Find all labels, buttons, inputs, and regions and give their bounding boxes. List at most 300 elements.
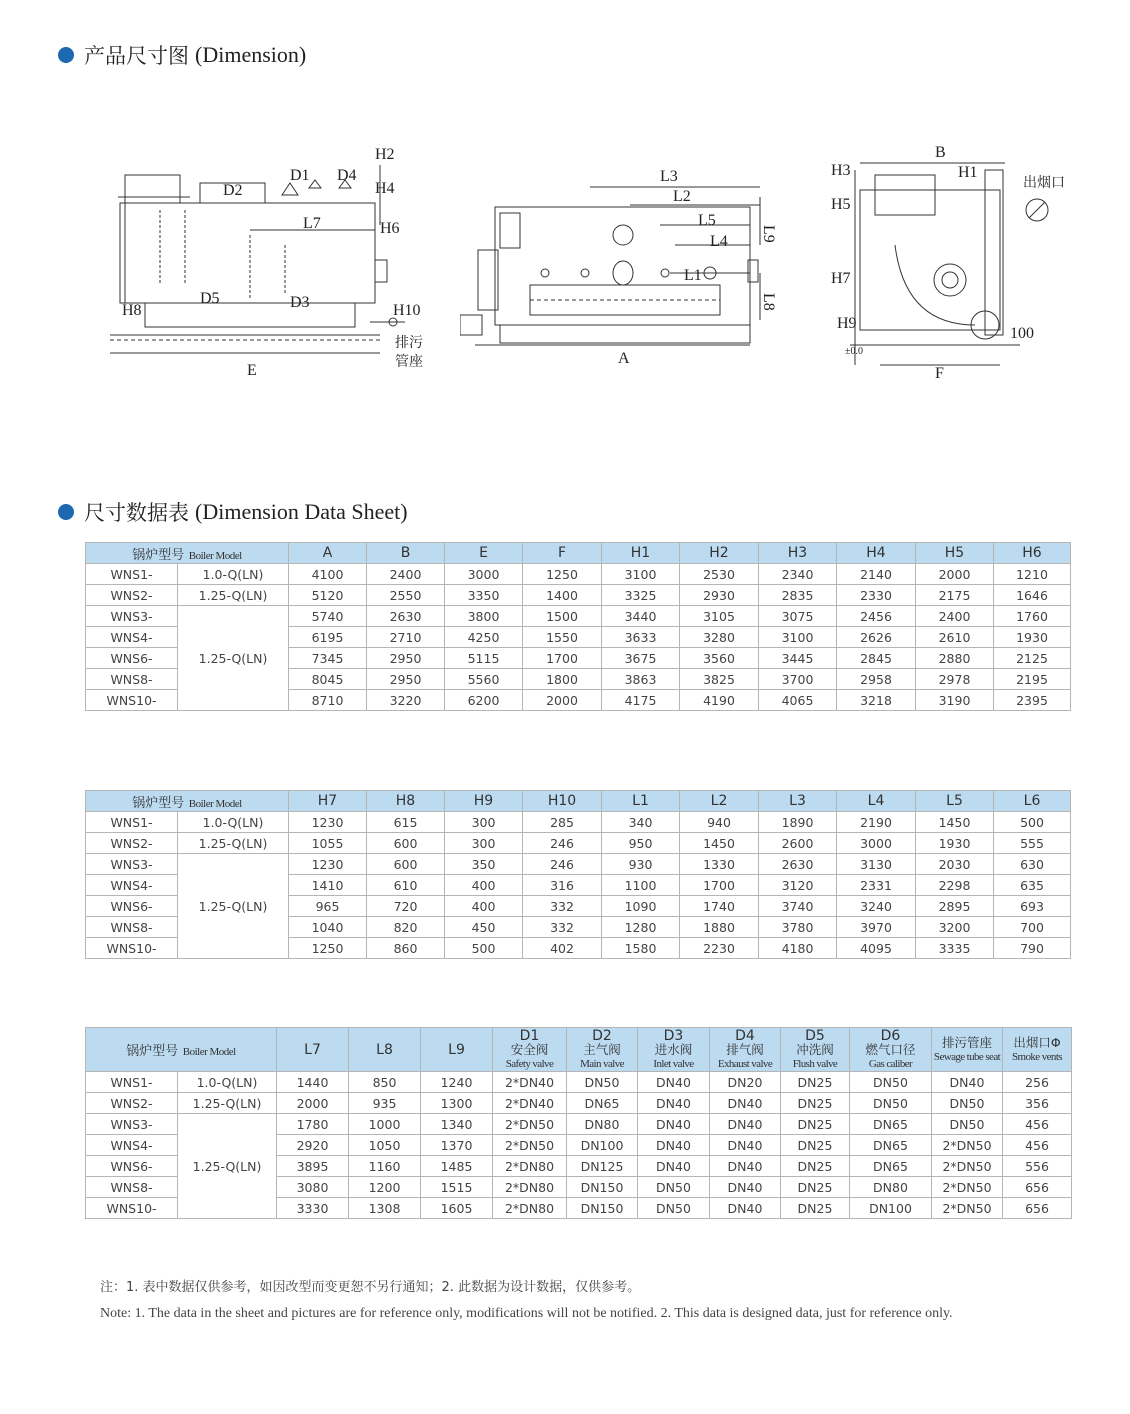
model-cell: WNS6- <box>86 648 178 669</box>
value-cell: 2920 <box>277 1135 349 1156</box>
label-e: E <box>247 362 257 379</box>
value-cell: DN40 <box>710 1198 781 1219</box>
value-cell: 1700 <box>523 648 602 669</box>
value-cell: 2978 <box>916 669 994 690</box>
table-row <box>86 812 1071 833</box>
value-cell: 1930 <box>916 833 994 854</box>
value-cell: 2175 <box>916 585 994 606</box>
col-header: H9 <box>445 791 523 812</box>
value-cell: 1230 <box>289 812 367 833</box>
value-cell: 5560 <box>445 669 523 690</box>
value-cell: 1700 <box>680 875 759 896</box>
value-cell: 1930 <box>994 627 1071 648</box>
value-cell: 316 <box>523 875 602 896</box>
label-smoke-outlet: 出烟口 <box>1023 175 1065 191</box>
value-cell: 3445 <box>759 648 837 669</box>
model-cell: WNS4- <box>86 875 178 896</box>
value-cell: DN65 <box>850 1156 932 1177</box>
value-cell: DN65 <box>850 1114 932 1135</box>
value-cell: 2*DN50 <box>493 1114 567 1135</box>
col-header: L3 <box>759 791 837 812</box>
value-cell: DN40 <box>710 1156 781 1177</box>
model-cell: WNS1- <box>86 812 178 833</box>
col-header: H8 <box>367 791 445 812</box>
model-cell: WNS10- <box>86 1198 178 1219</box>
section-title-cn: 尺寸数据表 <box>84 501 189 525</box>
label-d3: D3 <box>290 294 310 311</box>
value-cell: 4180 <box>759 938 837 959</box>
spec-cell: 1.25-Q(LN) <box>178 1093 277 1114</box>
value-cell: 2298 <box>916 875 994 896</box>
value-cell: 246 <box>523 854 602 875</box>
value-cell: 1400 <box>523 585 602 606</box>
col-header: H10 <box>523 791 602 812</box>
label-h7: H7 <box>831 270 851 287</box>
value-cell: 693 <box>994 896 1071 917</box>
value-cell: 3200 <box>916 917 994 938</box>
value-cell: 2950 <box>367 669 445 690</box>
value-cell: 556 <box>1003 1156 1072 1177</box>
value-cell: DN20 <box>710 1072 781 1093</box>
table-row <box>86 1114 1072 1135</box>
table-row <box>86 1072 1072 1093</box>
model-header: 锅炉型号 Boiler Model <box>86 543 289 564</box>
note-cn: 注：1. 表中数据仅供参考，如因改型而变更恕不另行通知；2. 此数据为设计数据，仅供参考。 <box>100 1280 641 1295</box>
value-cell: 610 <box>367 875 445 896</box>
col-header: A <box>289 543 367 564</box>
model-cell: WNS8- <box>86 1177 178 1198</box>
value-cell: DN50 <box>850 1072 932 1093</box>
col-header-sewage: 排污管座 Sewage tube seat <box>932 1028 1003 1072</box>
value-cell: 2880 <box>916 648 994 669</box>
value-cell: DN40 <box>638 1156 710 1177</box>
bullet-icon <box>58 504 74 520</box>
value-cell: 2400 <box>916 606 994 627</box>
label-100: 100 <box>1010 325 1034 342</box>
label-l3: L3 <box>660 168 678 185</box>
value-cell: 2*DN50 <box>932 1198 1003 1219</box>
col-header-d3: D3 进水阀 Inlet valve <box>638 1028 710 1072</box>
value-cell: 3240 <box>837 896 916 917</box>
label-h1: H1 <box>958 164 978 181</box>
label-l4: L4 <box>710 233 728 250</box>
value-cell: 2835 <box>759 585 837 606</box>
col-header: B <box>367 543 445 564</box>
value-cell: 3560 <box>680 648 759 669</box>
value-cell: 2000 <box>916 564 994 585</box>
model-cell: WNS4- <box>86 1135 178 1156</box>
value-cell: 5115 <box>445 648 523 669</box>
value-cell: 4095 <box>837 938 916 959</box>
label-l7: L7 <box>303 215 321 232</box>
spec-cell: 1.0-Q(LN) <box>178 812 289 833</box>
col-header-d4: D4 排气阀 Exhaust valve <box>710 1028 781 1072</box>
value-cell: DN40 <box>638 1072 710 1093</box>
top-view-drawing <box>460 135 790 385</box>
value-cell: 332 <box>523 896 602 917</box>
value-cell: 450 <box>445 917 523 938</box>
value-cell: DN40 <box>638 1093 710 1114</box>
side-view-drawing <box>825 135 1070 385</box>
value-cell: 1210 <box>994 564 1071 585</box>
value-cell: 3633 <box>602 627 680 648</box>
label-l9: L9 <box>760 225 777 243</box>
value-cell: 2630 <box>367 606 445 627</box>
value-cell: 2*DN80 <box>493 1198 567 1219</box>
col-header-d6: D6 燃气口径 Gas caliber <box>850 1028 932 1072</box>
label-h8: H8 <box>122 302 142 319</box>
value-cell: 3105 <box>680 606 759 627</box>
value-cell: 1160 <box>349 1156 421 1177</box>
value-cell: 7345 <box>289 648 367 669</box>
value-cell: 3700 <box>759 669 837 690</box>
value-cell: 2195 <box>994 669 1071 690</box>
col-header-d5: D5 冲洗阀 Flush valve <box>781 1028 850 1072</box>
value-cell: 1250 <box>523 564 602 585</box>
section-title-cn: 产品尺寸图 <box>84 44 189 68</box>
table-header-row <box>86 543 1071 564</box>
value-cell: 1515 <box>421 1177 493 1198</box>
value-cell: 3440 <box>602 606 680 627</box>
value-cell: 3080 <box>277 1177 349 1198</box>
value-cell: 3895 <box>277 1156 349 1177</box>
value-cell: DN25 <box>781 1072 850 1093</box>
col-header: H7 <box>289 791 367 812</box>
value-cell: 2*DN50 <box>932 1156 1003 1177</box>
value-cell: 1410 <box>289 875 367 896</box>
spec-cell: 1.25-Q(LN) <box>178 585 289 606</box>
col-header-d2: D2 主气阀 Main valve <box>567 1028 638 1072</box>
value-cell: 2930 <box>680 585 759 606</box>
value-cell: 3280 <box>680 627 759 648</box>
spec-cell-shared: 1.25-Q(LN) <box>178 606 289 711</box>
col-header: H6 <box>994 543 1071 564</box>
col-header: L1 <box>602 791 680 812</box>
value-cell: DN50 <box>932 1114 1003 1135</box>
label-l2: L2 <box>673 188 691 205</box>
model-cell: WNS10- <box>86 938 178 959</box>
value-cell: 630 <box>994 854 1071 875</box>
value-cell: DN25 <box>781 1198 850 1219</box>
value-cell: DN50 <box>638 1177 710 1198</box>
value-cell: 1280 <box>602 917 680 938</box>
value-cell: 2550 <box>367 585 445 606</box>
value-cell: 300 <box>445 812 523 833</box>
value-cell: 3970 <box>837 917 916 938</box>
value-cell: 3000 <box>837 833 916 854</box>
value-cell: 4100 <box>289 564 367 585</box>
value-cell: 940 <box>680 812 759 833</box>
table-row <box>86 606 1071 627</box>
value-cell: 340 <box>602 812 680 833</box>
value-cell: 930 <box>602 854 680 875</box>
value-cell: 2*DN40 <box>493 1093 567 1114</box>
label-h10: H10 <box>393 302 421 319</box>
value-cell: DN125 <box>567 1156 638 1177</box>
value-cell: 3863 <box>602 669 680 690</box>
value-cell: 3330 <box>277 1198 349 1219</box>
front-view-drawing <box>90 135 435 385</box>
value-cell: 1040 <box>289 917 367 938</box>
value-cell: 2030 <box>916 854 994 875</box>
value-cell: 2626 <box>837 627 916 648</box>
value-cell: 600 <box>367 854 445 875</box>
value-cell: 2845 <box>837 648 916 669</box>
model-cell: WNS3- <box>86 606 178 627</box>
value-cell: 2340 <box>759 564 837 585</box>
value-cell: 720 <box>367 896 445 917</box>
label-d1: D1 <box>290 167 310 184</box>
value-cell: DN65 <box>850 1135 932 1156</box>
value-cell: 4190 <box>680 690 759 711</box>
value-cell: 2000 <box>523 690 602 711</box>
value-cell: 5740 <box>289 606 367 627</box>
value-cell: 3800 <box>445 606 523 627</box>
value-cell: 1200 <box>349 1177 421 1198</box>
col-header: H2 <box>680 543 759 564</box>
bullet-icon <box>58 47 74 63</box>
value-cell: DN40 <box>710 1135 781 1156</box>
label-b: B <box>935 144 946 161</box>
value-cell: 4175 <box>602 690 680 711</box>
value-cell: 500 <box>994 812 1071 833</box>
value-cell: 2*DN40 <box>493 1072 567 1093</box>
dimension-table-3 <box>85 1027 1072 1219</box>
model-cell: WNS8- <box>86 669 178 690</box>
value-cell: 1760 <box>994 606 1071 627</box>
value-cell: 820 <box>367 917 445 938</box>
value-cell: 1250 <box>289 938 367 959</box>
value-cell: 2*DN50 <box>932 1135 1003 1156</box>
value-cell: 2456 <box>837 606 916 627</box>
value-cell: DN25 <box>781 1135 850 1156</box>
col-header: H4 <box>837 543 916 564</box>
value-cell: DN40 <box>710 1093 781 1114</box>
label-l1: L1 <box>684 267 702 284</box>
value-cell: 1370 <box>421 1135 493 1156</box>
value-cell: DN150 <box>567 1177 638 1198</box>
label-h9: H9 <box>837 315 857 332</box>
col-header: L6 <box>994 791 1071 812</box>
value-cell: 1000 <box>349 1114 421 1135</box>
table-row <box>86 585 1071 606</box>
section-title-dimension <box>58 40 306 70</box>
value-cell: 2610 <box>916 627 994 648</box>
value-cell: 3780 <box>759 917 837 938</box>
col-header-l8: L8 <box>349 1028 421 1072</box>
value-cell: 246 <box>523 833 602 854</box>
value-cell: 1605 <box>421 1198 493 1219</box>
label-zero-level: ±0.0 <box>845 346 863 357</box>
value-cell: 2230 <box>680 938 759 959</box>
value-cell: 2331 <box>837 875 916 896</box>
value-cell: 950 <box>602 833 680 854</box>
value-cell: 356 <box>1003 1093 1072 1114</box>
value-cell: 456 <box>1003 1114 1072 1135</box>
value-cell: DN25 <box>781 1093 850 1114</box>
value-cell: 2140 <box>837 564 916 585</box>
model-cell: WNS1- <box>86 1072 178 1093</box>
value-cell: DN100 <box>567 1135 638 1156</box>
value-cell: 1055 <box>289 833 367 854</box>
value-cell: 965 <box>289 896 367 917</box>
section-title-en: (Dimension) <box>195 42 307 67</box>
note-en: Note: 1. The data in the sheet and pictures are for reference only, modifications will not be notified. 2. This data is designed data, just for reference only. <box>100 1306 953 1321</box>
model-cell: WNS8- <box>86 917 178 938</box>
value-cell: 2530 <box>680 564 759 585</box>
spec-cell: 1.0-Q(LN) <box>178 564 289 585</box>
value-cell: 1890 <box>759 812 837 833</box>
value-cell: 600 <box>367 833 445 854</box>
value-cell: 2630 <box>759 854 837 875</box>
table-row <box>86 1093 1072 1114</box>
model-cell: WNS2- <box>86 833 178 854</box>
value-cell: 3218 <box>837 690 916 711</box>
value-cell: DN25 <box>781 1156 850 1177</box>
value-cell: 3100 <box>759 627 837 648</box>
value-cell: 3675 <box>602 648 680 669</box>
value-cell: 860 <box>367 938 445 959</box>
model-cell: WNS2- <box>86 1093 178 1114</box>
value-cell: 2400 <box>367 564 445 585</box>
value-cell: 1330 <box>680 854 759 875</box>
value-cell: 2*DN80 <box>493 1156 567 1177</box>
value-cell: 3220 <box>367 690 445 711</box>
value-cell: DN50 <box>850 1093 932 1114</box>
value-cell: DN40 <box>638 1114 710 1135</box>
col-header: L2 <box>680 791 759 812</box>
value-cell: 700 <box>994 917 1071 938</box>
col-header: L4 <box>837 791 916 812</box>
dimension-drawings <box>90 135 1070 395</box>
model-cell: WNS3- <box>86 1114 178 1135</box>
value-cell: 2190 <box>837 812 916 833</box>
value-cell: 1740 <box>680 896 759 917</box>
value-cell: 935 <box>349 1093 421 1114</box>
value-cell: DN50 <box>638 1198 710 1219</box>
value-cell: 2895 <box>916 896 994 917</box>
label-l5: L5 <box>698 212 716 229</box>
value-cell: 1308 <box>349 1198 421 1219</box>
value-cell: 400 <box>445 875 523 896</box>
value-cell: 2958 <box>837 669 916 690</box>
spec-cell: 1.0-Q(LN) <box>178 1072 277 1093</box>
value-cell: 1780 <box>277 1114 349 1135</box>
value-cell: 4065 <box>759 690 837 711</box>
col-header: H3 <box>759 543 837 564</box>
col-header-smoke: 出烟口Φ Smoke vents <box>1003 1028 1072 1072</box>
value-cell: 1440 <box>277 1072 349 1093</box>
value-cell: 790 <box>994 938 1071 959</box>
value-cell: 1100 <box>602 875 680 896</box>
value-cell: 1450 <box>916 812 994 833</box>
label-a: A <box>618 350 630 367</box>
value-cell: 6195 <box>289 627 367 648</box>
label-h3: H3 <box>831 162 851 179</box>
value-cell: DN150 <box>567 1198 638 1219</box>
value-cell: 2*DN50 <box>932 1177 1003 1198</box>
value-cell: 3100 <box>602 564 680 585</box>
value-cell: 2*DN50 <box>493 1135 567 1156</box>
value-cell: 2330 <box>837 585 916 606</box>
section-title-en: (Dimension Data Sheet) <box>195 499 408 524</box>
value-cell: 3000 <box>445 564 523 585</box>
value-cell: 3190 <box>916 690 994 711</box>
value-cell: 656 <box>1003 1177 1072 1198</box>
model-cell: WNS6- <box>86 896 178 917</box>
model-header: 锅炉型号 Boiler Model <box>86 791 289 812</box>
value-cell: DN100 <box>850 1198 932 1219</box>
value-cell: DN40 <box>710 1177 781 1198</box>
value-cell: DN40 <box>638 1135 710 1156</box>
value-cell: 350 <box>445 854 523 875</box>
model-cell: WNS4- <box>86 627 178 648</box>
value-cell: 3350 <box>445 585 523 606</box>
value-cell: 8710 <box>289 690 367 711</box>
value-cell: 456 <box>1003 1135 1072 1156</box>
value-cell: DN80 <box>850 1177 932 1198</box>
value-cell: 2000 <box>277 1093 349 1114</box>
col-header: L5 <box>916 791 994 812</box>
value-cell: 500 <box>445 938 523 959</box>
value-cell: 1240 <box>421 1072 493 1093</box>
value-cell: DN40 <box>932 1072 1003 1093</box>
col-header-d1: D1 安全阀 Safety valve <box>493 1028 567 1072</box>
col-header: E <box>445 543 523 564</box>
value-cell: 3120 <box>759 875 837 896</box>
value-cell: 1485 <box>421 1156 493 1177</box>
label-h4: H4 <box>375 180 395 197</box>
value-cell: 1340 <box>421 1114 493 1135</box>
spec-cell-shared: 1.25-Q(LN) <box>178 1114 277 1219</box>
spec-cell: 1.25-Q(LN) <box>178 833 289 854</box>
value-cell: 1500 <box>523 606 602 627</box>
value-cell: 3335 <box>916 938 994 959</box>
label-sewage-line2: 管座 <box>395 354 423 370</box>
label-d2: D2 <box>223 182 243 199</box>
value-cell: 1800 <box>523 669 602 690</box>
label-sewage-line1: 排污 <box>395 335 423 351</box>
dimension-table-2 <box>85 790 1071 959</box>
col-header: F <box>523 543 602 564</box>
value-cell: 8045 <box>289 669 367 690</box>
value-cell: 2125 <box>994 648 1071 669</box>
value-cell: 2710 <box>367 627 445 648</box>
label-h5: H5 <box>831 196 851 213</box>
col-header-l7: L7 <box>277 1028 349 1072</box>
col-header-l9: L9 <box>421 1028 493 1072</box>
section-title-data-sheet <box>58 497 408 527</box>
value-cell: 3740 <box>759 896 837 917</box>
value-cell: 285 <box>523 812 602 833</box>
model-header: 锅炉型号 Boiler Model <box>86 1028 277 1072</box>
value-cell: 3075 <box>759 606 837 627</box>
value-cell: 332 <box>523 917 602 938</box>
model-cell: WNS3- <box>86 854 178 875</box>
value-cell: 1580 <box>602 938 680 959</box>
col-header: H5 <box>916 543 994 564</box>
value-cell: 2*DN80 <box>493 1177 567 1198</box>
table-header-row <box>86 1028 1072 1072</box>
label-f: F <box>935 365 944 382</box>
value-cell: 3325 <box>602 585 680 606</box>
table-row <box>86 854 1071 875</box>
label-d5: D5 <box>200 290 220 307</box>
value-cell: 402 <box>523 938 602 959</box>
value-cell: 1646 <box>994 585 1071 606</box>
label-d4: D4 <box>337 167 357 184</box>
value-cell: 1300 <box>421 1093 493 1114</box>
